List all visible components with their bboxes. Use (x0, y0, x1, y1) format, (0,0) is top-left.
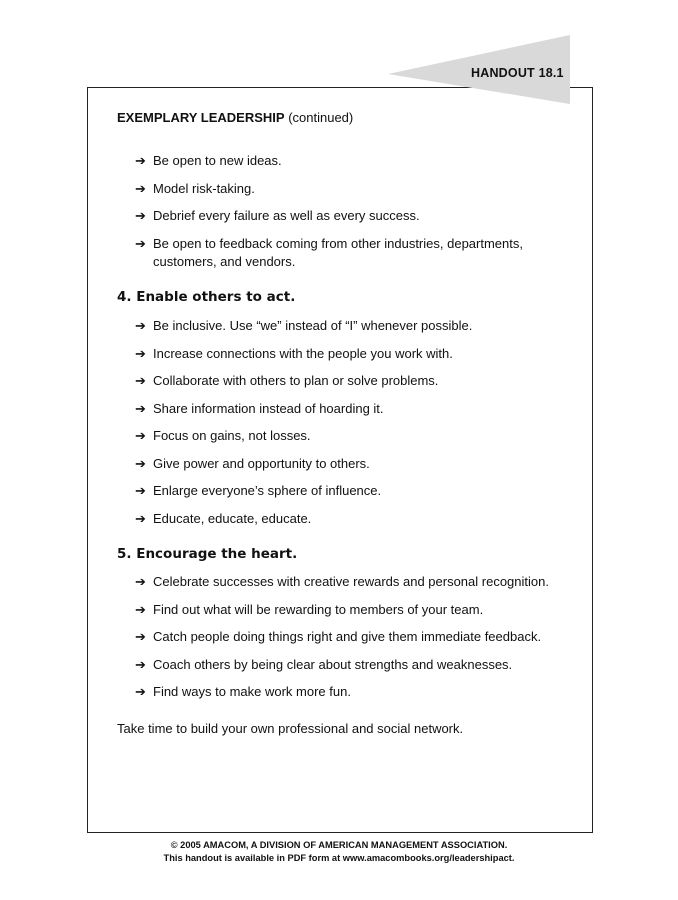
list-item (135, 317, 575, 335)
arrow-icon: ➔ (135, 483, 146, 498)
arrow-icon: ➔ (135, 318, 146, 333)
arrow-icon: ➔ (135, 455, 146, 471)
list-item-text: Be open to feedback coming from other industries, departments, customers, and vendors. (153, 236, 523, 269)
section-title: 4. Enable others to act. (117, 289, 296, 305)
list-item-text: Be inclusive. Use “we” instead of “I” whenever possible. (153, 318, 473, 333)
arrow-icon: ➔ (135, 428, 146, 443)
arrow-icon: ➔ (135, 629, 146, 644)
page-heading (117, 110, 353, 125)
list-item-text: Catch people doing things right and give them immediate feedback. (153, 629, 542, 644)
list-item (135, 601, 575, 619)
list-item (135, 510, 575, 528)
closing-text: Take time to build your own professional and social network. (117, 721, 464, 736)
list-item (135, 345, 575, 363)
list-item (135, 482, 575, 500)
handout-label: HANDOUT 18.1 (471, 66, 564, 80)
list-item (135, 427, 575, 445)
arrow-icon: ➔ (135, 656, 146, 672)
list-item-text: Celebrate successes with creative rewards and personal recognition. (153, 574, 549, 589)
list-item (135, 455, 575, 473)
arrow-icon: ➔ (135, 400, 146, 416)
list-item-text: Give power and opportunity to others. (153, 455, 370, 471)
list-item-text: Debrief every failure as well as every success. (153, 208, 420, 223)
list-item-text: Coach others by being clear about strengths and weaknesses. (153, 656, 513, 672)
arrow-icon: ➔ (135, 684, 146, 699)
list-item (135, 683, 575, 701)
arrow-icon: ➔ (135, 208, 146, 223)
arrow-icon: ➔ (135, 345, 146, 361)
list-item-text: Educate, educate, educate. (153, 510, 312, 526)
arrow-icon: ➔ (135, 574, 146, 589)
arrow-icon: ➔ (135, 601, 146, 617)
list-item-text: Enlarge everyone’s sphere of influence. (153, 483, 382, 498)
list-item-text: Focus on gains, not losses. (153, 428, 311, 443)
list-item (135, 152, 575, 170)
list-item-text: Find ways to make work more fun. (153, 684, 351, 699)
list-item-text: Find out what will be rewarding to members of your team. (153, 601, 484, 617)
heading-rest: (continued) (284, 110, 354, 125)
list-item (135, 628, 575, 646)
list-item (135, 656, 575, 674)
list-item (135, 180, 575, 198)
list-item (135, 372, 575, 390)
list-item (135, 573, 575, 591)
list-item-text: Increase connections with the people you work with. (153, 345, 453, 361)
section-title: 5. Encourage the heart. (117, 546, 298, 562)
list-item-text: Share information instead of hoarding it. (153, 400, 384, 416)
arrow-icon: ➔ (135, 181, 146, 196)
list-item-text: Be open to new ideas. (153, 153, 282, 168)
heading-bold: EXEMPLARY LEADERSHIP (117, 110, 285, 125)
arrow-icon: ➔ (135, 153, 146, 168)
list-item (135, 207, 575, 225)
arrow-icon: ➔ (135, 236, 146, 251)
list-item-text: Model risk-taking. (153, 181, 255, 196)
handout-banner-shape (0, 0, 678, 120)
list-item (135, 400, 575, 418)
list-item (135, 235, 575, 271)
footer (0, 839, 678, 864)
arrow-icon: ➔ (135, 510, 146, 526)
footer-copyright: © 2005 AMACOM, A DIVISION OF AMERICAN MANAGEMENT ASSOCIATION. (170, 840, 508, 850)
arrow-icon: ➔ (135, 373, 146, 388)
list-item-text: Collaborate with others to plan or solve problems. (153, 373, 439, 388)
footer-availability: This handout is available in PDF form at www.amacombooks.org/leadershipact. (163, 852, 515, 863)
